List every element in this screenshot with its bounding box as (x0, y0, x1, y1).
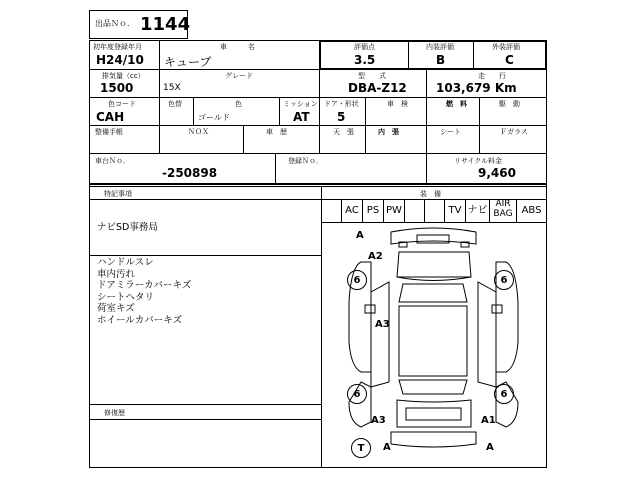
manual-label: 整備手帳 (95, 128, 123, 136)
mark-front: A (356, 230, 364, 241)
car-name: キューブ (164, 55, 212, 69)
inspection-label: 車 検 (387, 100, 408, 108)
vehicle-info-grid (89, 40, 547, 187)
equipment-pw: PW (386, 205, 402, 216)
color-code: CAH (96, 110, 125, 124)
remark-item: シートヘタリ (97, 291, 155, 303)
mission: AT (293, 110, 310, 124)
remark-item: ドアミラーカバーキズ (97, 280, 192, 291)
history-label: 車 歴 (266, 128, 287, 136)
score: 3.5 (354, 53, 376, 67)
year-label: 初年度登録年月 (93, 43, 142, 51)
mark-a3-rear: A3 (371, 415, 386, 426)
mark-rear-left: A (383, 442, 391, 453)
tire-rear-left: 6 (347, 384, 367, 404)
registration-label: 登録Ｎｏ． (288, 157, 323, 165)
score-label: 評価点 (354, 43, 375, 51)
seat-label: シート (440, 128, 461, 136)
fuel-label: 燃 料 (446, 100, 467, 108)
door: 5 (337, 110, 346, 124)
recycle-label: リサイクル料金 (454, 157, 503, 165)
remark-item: 車内汚れ (97, 268, 136, 280)
chassis-label: 車台Ｎｏ． (95, 157, 130, 165)
exterior-score-label: 外装評価 (492, 43, 520, 51)
mark-a3-side: A3 (375, 319, 390, 330)
recycle-fee: 9,460 (478, 166, 516, 180)
door-label: ドア・形状 (324, 100, 359, 108)
mileage-label: 走 行 (478, 72, 506, 80)
grade: 15X (163, 83, 181, 93)
lot-number-box (89, 10, 191, 39)
car-name-label: 車 名 (220, 43, 255, 51)
model-label: 型 式 (358, 72, 386, 80)
special-notes-label: 特記事項 (104, 190, 132, 198)
remark-item: 荷室キズ (97, 303, 135, 314)
ceiling-label: 天 張 (333, 128, 354, 136)
mileage: 103,679 Km (436, 81, 517, 95)
car-condition-diagram (321, 222, 546, 467)
equipment-abs: ABS (521, 205, 542, 216)
color-label: 色 (235, 100, 242, 108)
exterior-score: C (505, 53, 514, 67)
tire-rear-right: 6 (494, 384, 514, 404)
remark-item: ハンドルスレ (97, 257, 154, 268)
interior-score-label: 内装評価 (426, 43, 454, 51)
lot-label: 出品Ｎｏ． (95, 19, 135, 28)
equipment-navi: ナビ (467, 205, 488, 216)
drive-label: 駆 動 (499, 100, 520, 108)
first-registration: H24/10 (96, 53, 144, 67)
mark-a2: A2 (368, 251, 383, 262)
interior-lining-label: 内 張 (378, 128, 399, 136)
remark-item: ホイールカバーキズ (97, 314, 183, 326)
equipment-label: 装 備 (420, 190, 441, 198)
displacement-label: 排気量（cc） (102, 72, 145, 80)
displacement: 1500 (100, 81, 134, 95)
color-change-label: 色替 (168, 100, 182, 108)
glass-label: Ｆガラス (500, 128, 528, 136)
color: ゴールド (198, 113, 230, 122)
mark-a1-rear: A1 (481, 415, 496, 426)
model: DBA-Z12 (348, 81, 407, 95)
tread-indicator: T (351, 438, 371, 458)
equipment-airbag: AIR BAG (493, 199, 513, 219)
equipment-tv: TV (448, 205, 462, 216)
grade-label: グレード (225, 72, 253, 80)
equipment-ac: AC (345, 205, 359, 216)
mission-label: ミッション (283, 100, 318, 108)
chassis-number: -250898 (162, 166, 218, 180)
interior-score: B (436, 53, 446, 67)
color-code-label: 色コード (108, 100, 136, 108)
tire-front-right: 6 (494, 270, 514, 290)
tire-front-left: 6 (347, 270, 367, 290)
repair-history-label: 修復歴 (104, 409, 125, 417)
mark-rear-right: A (486, 442, 494, 453)
nox-label: ＮＯＸ (188, 128, 209, 136)
special-note-item: ナビSD事務局 (97, 222, 158, 233)
lot-number: 1144 (140, 14, 191, 35)
equipment-ps: PS (366, 205, 380, 216)
